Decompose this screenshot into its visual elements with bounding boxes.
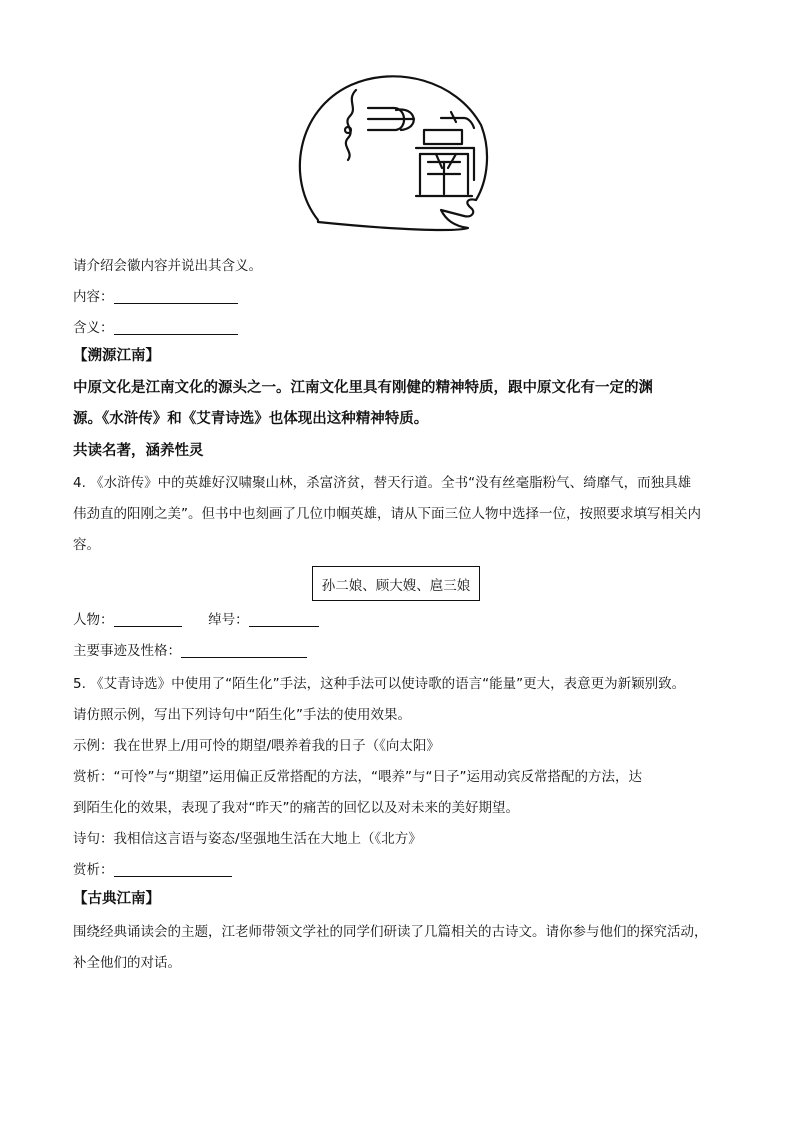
heroine-names-box: 孙二娘、顾大嫂、扈三娘 — [312, 566, 480, 601]
section-title-suyuan: 【溯源江南】 — [73, 348, 160, 364]
meaning-fill-row — [73, 318, 238, 338]
gudian-paragraph-line2: 补全他们的对话。 — [73, 955, 181, 971]
section-title-gudian: 【古典江南】 — [73, 891, 160, 907]
q4-line3: 容。 — [73, 537, 100, 553]
content-blank-input[interactable] — [114, 289, 238, 304]
q5-analysis-line2: 到陌生化的效果，表现了我对“昨天”的痛苦的回忆以及对未来的美好期望。 — [73, 800, 519, 816]
gudian-paragraph-line1: 围绕经典诵读会的主题，江老师带领文学社的同学们研读了几篇相关的古诗文。请你参与他们的探究活动， — [73, 924, 708, 940]
deeds-blank-input[interactable] — [181, 643, 307, 658]
q4-line2: 伟劲直的阳刚之美”。但书中也刻画了几位巾帼英雄，请从下面三位人物中选择一位，按照要求填写相关内 — [73, 506, 701, 522]
jiangnan-emblem-seal-icon — [296, 70, 496, 235]
q5-analysis-line1: 赏析：“可怜”与“期望”运用偏正反常搭配的方法，“喂养”与“日子”运用动宾反常搭配的方法，达 — [73, 769, 642, 785]
q5-line1: 5. 《艾青诗选》中使用了“陌生化”手法，这种手法可以使诗歌的语言“能量”更大，表意更为新颖别致。 — [73, 676, 686, 692]
answer-blank-input[interactable] — [114, 862, 232, 877]
suyuan-paragraph-line2: 源。《水浒传》和《艾青诗选》也体现出这种精神特质。 — [73, 411, 429, 427]
q5-line2: 请仿照示例，写出下列诗句中“陌生化”手法的使用效果。 — [73, 707, 411, 723]
person-blank-input[interactable] — [114, 612, 182, 627]
q5-poem: 诗句：我相信这言语与姿态/坚强地生活在大地上（《北方》 — [73, 831, 422, 847]
meaning-label: 含义： — [73, 320, 114, 336]
q4-person-row — [73, 610, 319, 630]
answer-label: 赏析： — [73, 862, 114, 878]
q4-line1: 4. 《水浒传》中的英雄好汉啸聚山林，杀富济贫，替天行道。全书“没有丝毫脂粉气、绮靡气，而独具雄 — [73, 475, 692, 491]
reading-subheading: 共读名著，涵养性灵 — [73, 443, 204, 459]
q4-deeds-row — [73, 641, 307, 661]
nickname-blank-input[interactable] — [249, 612, 319, 627]
person-label: 人物： — [73, 612, 114, 628]
intro-prompt: 请介绍会徽内容并说出其含义。 — [73, 258, 262, 274]
q5-answer-row — [73, 860, 232, 880]
meaning-blank-input[interactable] — [114, 320, 238, 335]
deeds-label: 主要事迹及性格： — [73, 643, 181, 659]
suyuan-paragraph-line1: 中原文化是江南文化的源头之一。江南文化里具有刚健的精神特质，跟中原文化有一定的渊 — [73, 380, 653, 396]
content-fill-row — [73, 287, 238, 307]
content-label: 内容： — [73, 289, 114, 305]
q5-example: 示例：我在世界上/用可怜的期望/喂养着我的日子（《向太阳》 — [73, 738, 440, 754]
nickname-label: 绰号： — [208, 612, 249, 628]
